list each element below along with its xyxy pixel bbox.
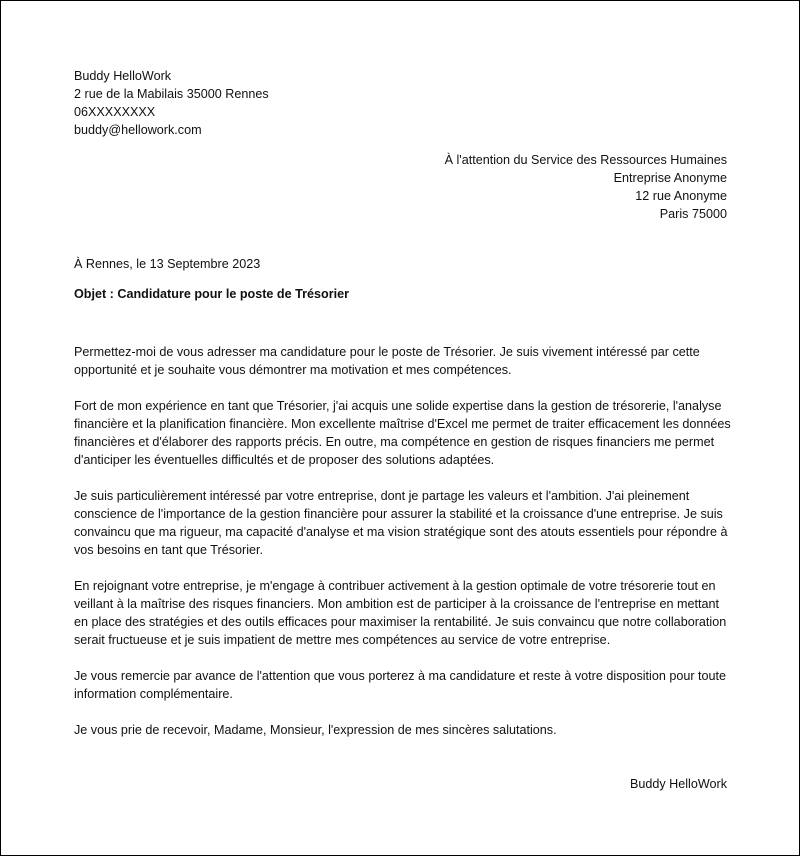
body-paragraph: Je suis particulièrement intéressé par votre entreprise, dont je partage les valeurs et l'ambition. J'ai pleinement conscience de l'importance de la gestion financière pour assurer la stabilité et la croissance d'une entreprise. Je suis convaincu que ma rigueur, ma capacité d'analyse et ma vision stratégique sont des atouts essentiels pour répondre à vos besoins en tant que Trésorier. [74, 489, 728, 557]
sender-name: Buddy HelloWork [74, 69, 172, 83]
sender-phone: 06XXXXXXXX [74, 105, 156, 119]
body-paragraph: Fort de mon expérience en tant que Trésorier, j'ai acquis une solide expertise dans la gestion de trésorerie, l'analyse financière et la planification financière. Mon excellente maîtrise d'Excel me permet de traiter efficacement les données financières et d'élaborer des rapports précis. En outre, ma compétence en gestion de risques financiers me permet d'anticiper les éventuelles difficultés et de proposer des solutions adaptées. [74, 399, 731, 467]
recipient-company: Entreprise Anonyme [613, 171, 727, 185]
date-line: À Rennes, le 13 Septembre 2023 [74, 257, 261, 271]
closing-paragraph: Je vous prie de recevoir, Madame, Monsieur, l'expression de mes sincères salutations. [74, 723, 557, 737]
recipient-block [445, 151, 727, 223]
letter-body [74, 343, 734, 739]
subject-line: Objet : Candidature pour le poste de Trésorier [74, 287, 350, 301]
sender-block [74, 67, 269, 139]
body-paragraph: En rejoignant votre entreprise, je m'engage à contribuer activement à la gestion optimale de votre trésorerie tout en veillant à la maîtrise des risques financiers. Mon ambition est de participer à la croissance de l'entreprise en mettant en place des stratégies et des outils efficaces pour maximiser la rentabilité. Je suis convaincu que notre collaboration serait fructueuse et je suis impatient de mettre mes compétences au service de votre entreprise. [74, 579, 727, 647]
sender-email: buddy@hellowork.com [74, 123, 202, 137]
body-paragraph: Je vous remercie par avance de l'attention que vous porterez à ma candidature et reste à votre disposition pour toute information complémentaire. [74, 669, 727, 701]
signature: Buddy HelloWork [629, 777, 727, 791]
recipient-street: 12 rue Anonyme [635, 189, 727, 203]
body-paragraph: Permettez-moi de vous adresser ma candidature pour le poste de Trésorier. Je suis vivement intéressé par cette opportunité et je souhaite vous démontrer ma motivation et mes compétences. [74, 345, 700, 377]
recipient-city: Paris 75000 [659, 207, 727, 221]
sender-address: 2 rue de la Mabilais 35000 Rennes [74, 87, 269, 101]
recipient-attention: À l'attention du Service des Ressources Humaines [444, 153, 727, 167]
